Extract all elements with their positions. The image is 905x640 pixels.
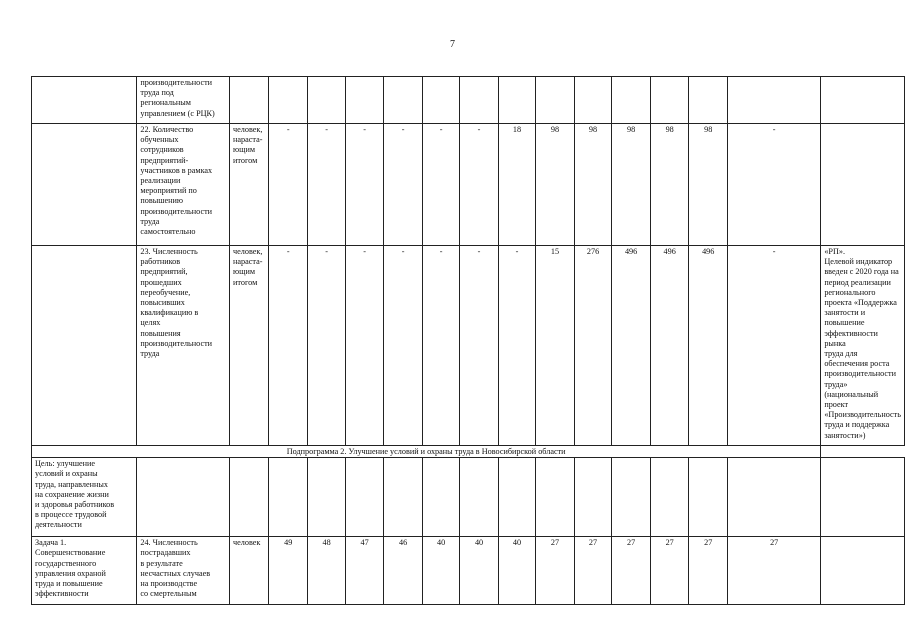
value-cell: 27: [650, 537, 689, 605]
unit-cell: человек, нараста- ющим итогом: [230, 246, 269, 446]
value-cell: [612, 458, 651, 537]
note-cell: «РП». Целевой индикатор введен с 2020 года на период реализации регионального проекта «Поддержка занятости и повышение эффективности рынка труда для обеспечения роста производительности труда» (национальный проект «Производительность труда и поддержка занятости»): [821, 246, 905, 446]
unit-cell: [230, 458, 269, 537]
table-row: [32, 458, 905, 537]
value-cell: [689, 77, 728, 124]
indicators-table: [31, 76, 905, 605]
value-cell: 276: [574, 246, 612, 446]
value-cell: [536, 458, 574, 537]
indicator-cell: производительности труда под региональным управлением (с РЦК): [137, 77, 230, 124]
value-cell: 27: [536, 537, 574, 605]
indicator-cell: 24. Численность пострадавших в результате несчастных случаев на производстве со смертельным: [137, 537, 230, 605]
value-cell: [308, 458, 345, 537]
value-cell: 27: [728, 537, 821, 605]
value-cell: [345, 77, 383, 124]
value-cell: -: [422, 246, 459, 446]
value-cell: [345, 458, 383, 537]
value-cell: [384, 77, 422, 124]
value-cell: -: [268, 246, 307, 446]
unit-cell: человек, нараста- ющим итогом: [230, 124, 269, 246]
goal-cell: [32, 124, 137, 246]
value-cell: -: [308, 124, 345, 246]
subprogram-row: [32, 446, 905, 458]
value-cell: [536, 77, 574, 124]
value-cell: [268, 458, 307, 537]
value-cell: 27: [574, 537, 612, 605]
indicator-cell: [137, 458, 230, 537]
value-cell: [612, 77, 651, 124]
note-cell: [821, 77, 905, 124]
value-cell: 98: [650, 124, 689, 246]
value-cell: 49: [268, 537, 307, 605]
value-cell: 98: [612, 124, 651, 246]
value-cell: 15: [536, 246, 574, 446]
value-cell: [460, 77, 498, 124]
value-cell: -: [728, 124, 821, 246]
value-cell: -: [460, 246, 498, 446]
value-cell: [498, 458, 535, 537]
value-cell: -: [460, 124, 498, 246]
subprogram-title: Подпрограмма 2. Улучшение условий и охраны труда в Новосибирской области: [32, 446, 821, 458]
value-cell: -: [345, 246, 383, 446]
note-cell: [821, 458, 905, 537]
value-cell: 40: [422, 537, 459, 605]
table-row: [32, 246, 905, 446]
value-cell: [574, 458, 612, 537]
page-number: 7: [450, 39, 455, 50]
value-cell: [460, 458, 498, 537]
value-cell: -: [345, 124, 383, 246]
value-cell: -: [422, 124, 459, 246]
value-cell: 496: [650, 246, 689, 446]
value-cell: 496: [689, 246, 728, 446]
value-cell: -: [384, 124, 422, 246]
value-cell: 40: [460, 537, 498, 605]
value-cell: [574, 77, 612, 124]
value-cell: 27: [689, 537, 728, 605]
note-cell: [821, 537, 905, 605]
unit-cell: человек: [230, 537, 269, 605]
value-cell: 48: [308, 537, 345, 605]
value-cell: [728, 458, 821, 537]
note-cell: [821, 124, 905, 246]
value-cell: -: [728, 246, 821, 446]
goal-cell: Задача 1. Совершенствование государственного управления охраной труда и повышение эффективности: [32, 537, 137, 605]
value-cell: [268, 77, 307, 124]
goal-cell: [32, 77, 137, 124]
value-cell: 47: [345, 537, 383, 605]
value-cell: 98: [574, 124, 612, 246]
value-cell: [422, 77, 459, 124]
value-cell: [384, 458, 422, 537]
indicator-cell: 23. Численность работников предприятий, прошедших переобучение, повысивших квалификацию в целях повышения производительности труда: [137, 246, 230, 446]
value-cell: [650, 458, 689, 537]
value-cell: 46: [384, 537, 422, 605]
value-cell: 496: [612, 246, 651, 446]
value-cell: 98: [536, 124, 574, 246]
value-cell: [308, 77, 345, 124]
value-cell: 40: [498, 537, 535, 605]
table-row: [32, 537, 905, 605]
table-row: [32, 77, 905, 124]
value-cell: 18: [498, 124, 535, 246]
value-cell: [650, 77, 689, 124]
value-cell: -: [498, 246, 535, 446]
value-cell: -: [308, 246, 345, 446]
value-cell: [689, 458, 728, 537]
value-cell: -: [268, 124, 307, 246]
value-cell: [422, 458, 459, 537]
goal-cell: Цель: улучшение условий и охраны труда, направленных на сохранение жизни и здоровья работников в процессе трудовой деятельности: [32, 458, 137, 537]
value-cell: 27: [612, 537, 651, 605]
unit-cell: [230, 77, 269, 124]
value-cell: [498, 77, 535, 124]
value-cell: -: [384, 246, 422, 446]
goal-cell: [32, 246, 137, 446]
table-row: [32, 124, 905, 246]
indicator-cell: 22. Количество обученных сотрудников предприятий- участников в рамках реализации мероприятий по повышению производительности труда самостоятельно: [137, 124, 230, 246]
value-cell: 98: [689, 124, 728, 246]
value-cell: [728, 77, 821, 124]
